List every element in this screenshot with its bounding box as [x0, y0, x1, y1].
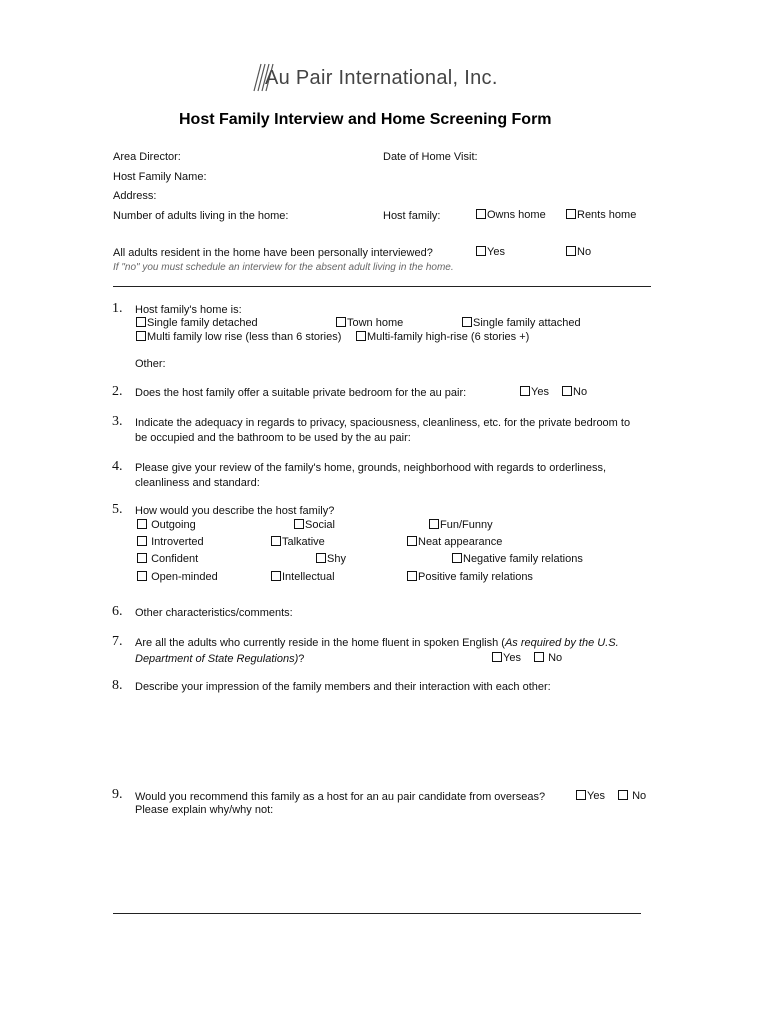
single-detached-label: Single family detached: [147, 317, 258, 329]
q8-text: Describe your impression of the family members and their interaction with each other:: [135, 681, 551, 693]
q5-shy-option[interactable]: [316, 553, 346, 565]
q9-no-checkbox[interactable]: [618, 790, 628, 800]
q2-no-label: No: [573, 386, 588, 398]
q3-line2: be occupied and the bathroom to be used by the au pair:: [135, 432, 411, 444]
q2-yes-label: Yes: [531, 386, 549, 398]
interview-note: If "no" you must schedule an interview for the absent adult living in the home.: [113, 262, 454, 273]
q9-yes-checkbox[interactable]: [576, 790, 586, 800]
date-of-visit-label: Date of Home Visit:: [383, 151, 478, 163]
q7-line1-text: Are all the adults who currently reside in the home fluent in spoken English (: [135, 637, 505, 649]
address-label: Address:: [113, 190, 157, 202]
q5-fun-option[interactable]: [429, 519, 493, 531]
shy-label: Shy: [327, 553, 346, 565]
outgoing-checkbox[interactable]: [137, 519, 147, 529]
q1-single-attached-option[interactable]: [462, 317, 581, 329]
q5-negative-option[interactable]: [452, 553, 583, 565]
social-checkbox[interactable]: [294, 519, 304, 529]
q7-number: 7.: [112, 634, 123, 649]
area-director-label: Area Director:: [113, 151, 181, 163]
multi-high-label: Multi-family high-rise (6 stories +): [367, 331, 530, 343]
q7-no-checkbox[interactable]: [534, 652, 544, 662]
q7-line1: [135, 637, 619, 649]
intellectual-checkbox[interactable]: [271, 571, 281, 581]
negative-checkbox[interactable]: [452, 553, 462, 563]
q4-line1: Please give your review of the family's home, grounds, neighborhood with regards to orderliness,: [135, 462, 607, 474]
owns-home-label: Owns home: [487, 209, 546, 221]
multi-high-checkbox[interactable]: [356, 331, 366, 341]
single-attached-label: Single family attached: [473, 317, 581, 329]
q7-yes-checkbox[interactable]: [492, 652, 502, 662]
neat-label: Neat appearance: [418, 536, 503, 548]
talkative-label: Talkative: [282, 536, 325, 548]
bottom-signature-line: [113, 913, 641, 914]
q2-yes-option[interactable]: [520, 386, 549, 398]
all-adults-no-checkbox[interactable]: [566, 246, 576, 256]
multi-low-checkbox[interactable]: [136, 331, 146, 341]
all-adults-yes-option[interactable]: [476, 246, 505, 258]
social-label: Social: [305, 519, 335, 531]
q2-no-checkbox[interactable]: [562, 386, 572, 396]
q9-line2: Please explain why/why not:: [135, 804, 274, 816]
single-detached-checkbox[interactable]: [136, 317, 146, 327]
q4-number: 4.: [112, 459, 123, 474]
rents-home-checkbox[interactable]: [566, 209, 576, 219]
q9-no-label: No: [632, 790, 647, 802]
intellectual-label: Intellectual: [282, 571, 335, 583]
rents-home-label: Rents home: [577, 209, 637, 221]
q7-yes-option[interactable]: [492, 652, 521, 664]
all-adults-yes-label: Yes: [487, 246, 505, 258]
q5-number: 5.: [112, 502, 123, 517]
num-adults-label: Number of adults living in the home:: [113, 210, 289, 222]
form-title: Host Family Interview and Home Screening Form: [179, 111, 552, 128]
q7-yes-label: Yes: [503, 652, 521, 664]
q1-other-label: Other:: [135, 358, 166, 370]
town-home-label: Town home: [347, 317, 404, 329]
positive-label: Positive family relations: [418, 571, 533, 583]
single-attached-checkbox[interactable]: [462, 317, 472, 327]
logo-text: Au Pair International, Inc.: [265, 67, 498, 89]
outgoing-label: Outgoing: [151, 519, 196, 531]
shy-checkbox[interactable]: [316, 553, 326, 563]
q5-neat-option[interactable]: [407, 536, 502, 548]
confident-label: Confident: [151, 553, 199, 565]
q8-number: 8.: [112, 678, 123, 693]
all-adults-no-label: No: [577, 246, 592, 258]
owns-home-checkbox[interactable]: [476, 209, 486, 219]
q2-number: 2.: [112, 384, 123, 399]
host-family-name-label: Host Family Name:: [113, 171, 207, 183]
q7-line2-italic: Department of State Regulations): [135, 653, 299, 665]
q5-positive-option[interactable]: [407, 571, 533, 583]
introverted-checkbox[interactable]: [137, 536, 147, 546]
q1-multi-high-option[interactable]: [356, 331, 529, 343]
positive-checkbox[interactable]: [407, 571, 417, 581]
q3-line1: Indicate the adequacy in regards to privacy, spaciousness, cleanliness, etc. for the private bedroom to: [135, 417, 631, 429]
confident-checkbox[interactable]: [137, 553, 147, 563]
q9-yes-label: Yes: [587, 790, 605, 802]
neat-checkbox[interactable]: [407, 536, 417, 546]
q5-confident-option[interactable]: [137, 553, 198, 565]
owns-home-option[interactable]: [476, 209, 546, 221]
q5-intellectual-option[interactable]: [271, 571, 335, 583]
multi-low-label: Multi family low rise (less than 6 stories): [147, 331, 342, 343]
q9-line1: Would you recommend this family as a host for an au pair candidate from overseas?: [135, 791, 546, 803]
q4-line2: cleanliness and standard:: [135, 477, 260, 489]
q7-no-label: No: [548, 652, 563, 664]
q5-introverted-option[interactable]: [137, 536, 204, 548]
rents-home-option[interactable]: [566, 209, 636, 221]
q6-text: Other characteristics/comments:: [135, 607, 293, 619]
town-home-checkbox[interactable]: [336, 317, 346, 327]
q1-number: 1.: [112, 301, 123, 316]
q5-open-minded-option[interactable]: [137, 571, 218, 583]
q2-no-option[interactable]: [562, 386, 587, 398]
q5-outgoing-option[interactable]: [137, 519, 196, 531]
q5-social-option[interactable]: [294, 519, 335, 531]
fun-label: Fun/Funny: [440, 519, 493, 531]
q3-number: 3.: [112, 414, 123, 429]
open-minded-checkbox[interactable]: [137, 571, 147, 581]
q7-line2-text: ?: [298, 653, 305, 665]
q9-number: 9.: [112, 787, 123, 802]
open-minded-label: Open-minded: [151, 571, 218, 583]
q1-multi-low-option[interactable]: [136, 331, 341, 343]
q7-line1-italic: As required by the U.S.: [504, 637, 619, 649]
all-adults-no-option[interactable]: [566, 246, 591, 258]
fun-checkbox[interactable]: [429, 519, 439, 529]
q1-single-detached-option[interactable]: [136, 317, 258, 329]
q5-talkative-option[interactable]: [271, 536, 325, 548]
host-family-label: Host family:: [383, 210, 441, 222]
q2-yes-checkbox[interactable]: [520, 386, 530, 396]
q9-no-option[interactable]: [618, 790, 646, 802]
q6-number: 6.: [112, 604, 123, 619]
q2-text: Does the host family offer a suitable private bedroom for the au pair:: [135, 387, 467, 399]
q7-no-option[interactable]: [534, 652, 562, 664]
all-adults-question: All adults resident in the home have been personally interviewed?: [113, 247, 433, 259]
q7-line2: [135, 653, 304, 665]
section-divider: [113, 286, 651, 287]
all-adults-yes-checkbox[interactable]: [476, 246, 486, 256]
q1-town-home-option[interactable]: [336, 317, 403, 329]
q1-text: Host family's home is:: [135, 304, 242, 316]
introverted-label: Introverted: [151, 536, 204, 548]
negative-label: Negative family relations: [463, 553, 583, 565]
q5-text: How would you describe the host family?: [135, 505, 335, 517]
talkative-checkbox[interactable]: [271, 536, 281, 546]
q9-yes-option[interactable]: [576, 790, 605, 802]
